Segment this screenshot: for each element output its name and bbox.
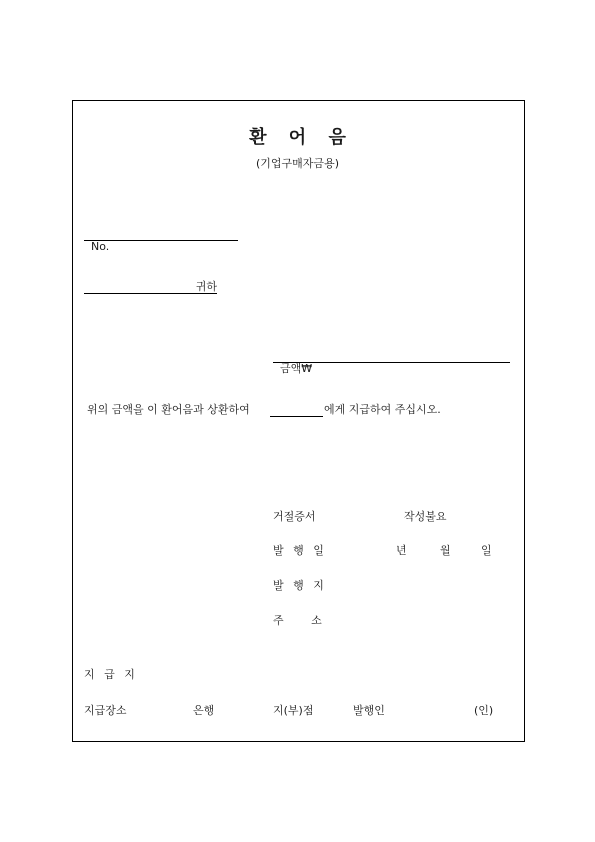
protest-label: 거절증서 bbox=[273, 510, 316, 523]
issue-date-month: 월 bbox=[440, 544, 451, 557]
instruction-after: 에게 지급하여 주십시오. bbox=[324, 403, 441, 416]
protest-value: 작성불요 bbox=[404, 510, 447, 523]
addressee-suffix: 귀하 bbox=[195, 280, 217, 293]
payee-blank bbox=[270, 403, 323, 417]
payment-location-label: 지급장소 bbox=[84, 704, 127, 717]
branch-label: 지(부)점 bbox=[273, 704, 314, 717]
payment-place-label: 지 급 지 bbox=[84, 668, 135, 681]
issue-date-year: 년 bbox=[396, 544, 407, 557]
address-label: 주 소 bbox=[273, 614, 322, 627]
number-field bbox=[84, 227, 238, 253]
issue-place-label: 발 행 지 bbox=[273, 579, 324, 592]
issue-date-day: 일 bbox=[481, 544, 492, 557]
bank-label: 은행 bbox=[193, 704, 215, 717]
instruction-before: 위의 금액을 이 환어음과 상환하여 bbox=[87, 403, 250, 416]
bill-frame bbox=[72, 100, 525, 742]
document-subtitle: (기업구매자금용) bbox=[256, 157, 339, 170]
number-label: No. bbox=[91, 240, 110, 253]
amount-field bbox=[273, 349, 510, 375]
addressee-field bbox=[84, 280, 217, 294]
document-title: 환 어 음 bbox=[249, 127, 346, 148]
issuer-label: 발행인 bbox=[353, 704, 385, 717]
seal-label: (인) bbox=[474, 704, 494, 717]
issue-date-label: 발 행 일 bbox=[273, 544, 324, 557]
amount-label: 금액₩ bbox=[280, 362, 313, 375]
